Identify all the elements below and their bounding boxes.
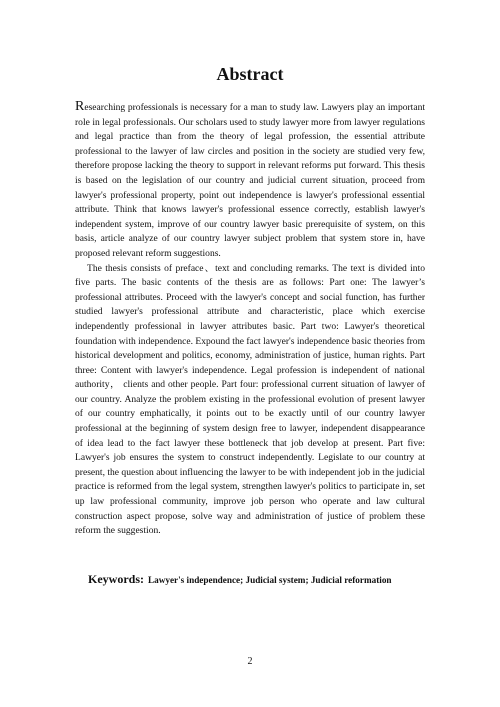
keywords-line <box>88 570 428 588</box>
initial-letter: R <box>75 99 85 114</box>
abstract-body <box>75 101 425 539</box>
page-number: 2 <box>247 656 253 667</box>
abstract-paragraph-2: The thesis consists of preface、text and concluding remarks. The text is divided into five parts. The basic contents of the thesis are as follows: Part one: The lawyer’s professional attributes. Proceed with the lawyer's concept and social function, has further studied lawyer's professional attribute and characteristic, place which exercise independently professional in lawyer attributes basic. Part two: Lawyer's theoretical foundation with independence. Expound the fact lawyer's independence basic theories from historical development and politics, economy, administration of justice, human rights. Part three: Content with lawyer's independence. Legal profession is independent of national authority， clients and other people. Part four: professional current situation of lawyer of our country. Analyze the problem existing in the professional evolution of present lawyer of our country emphatically, it points out to be exactly until of our country lawyer professional at the beginning of system design free to lawyer, independent disappearance of idea lead to the fact lawyer these bottleneck that job develop at present. Part five: Lawyer's job ensures the system to construct independently. Legislate to our country at present, the question about influencing the lawyer to be with independent job in the judicial practice is reformed from the legal system, strengthen lawyer's politics to participate in, set up law professional community, improve job person who operate and law cultural construction aspect propose, solve way and administration of justice of problem these reform the suggestion. <box>75 262 425 537</box>
abstract-title: Abstract <box>216 64 284 84</box>
abstract-paragraph-1 <box>75 101 425 262</box>
keywords-label: Keywords: <box>88 572 144 586</box>
paragraph-1-text: esearching professionals is necessary for a man to study law. Lawyers play an important role in legal professionals. Our scholars used to study lawyer more from lawyer regulations and legal practice than from the theory of legal profession, the essential attribute professional to the lawyer of law circles and position in the society are studied very few, therefore propose lacking the theory to support in relevant reforms put forward. This thesis is based on the legislation of our country and judicial current situation, proceed from lawyer's professional property, point out independence is lawyer's professional essential attribute. Think that knows lawyer's professional essence correctly, establish lawyer's independent system, improve of our country lawyer basic prerequisite of system, on this basis, article analyze of our country lawyer subject problem that system store in, have proposed relevant reform suggestions. <box>75 102 425 259</box>
keywords-list: Lawyer's independence; Judicial system; Judicial reformation <box>148 575 392 585</box>
